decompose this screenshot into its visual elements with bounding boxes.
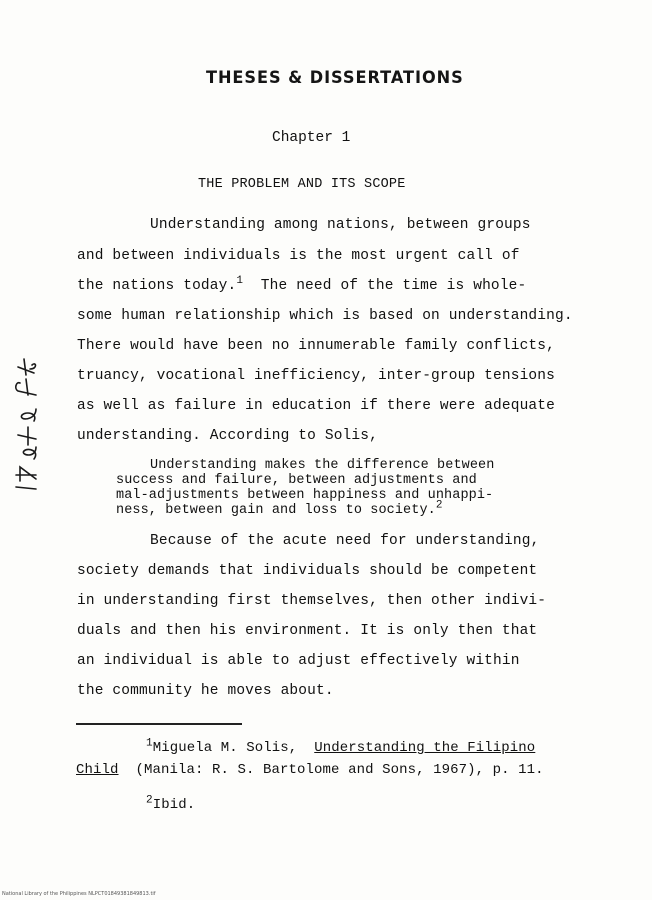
footnote-book-title: Child <box>76 762 119 778</box>
body-line <box>77 275 527 294</box>
body-line: truancy, vocational inefficiency, inter-group tensions <box>77 368 555 384</box>
footnote-ibid: Ibid. <box>152 797 196 813</box>
chapter-heading: Chapter 1 <box>272 130 351 146</box>
body-line-text: The need of the time is whole- <box>260 278 527 294</box>
handwritten-margin-note <box>6 355 46 495</box>
body-line: some human relationship which is based on understanding. <box>77 308 573 324</box>
body-line: duals and then his environment. It is only then that <box>77 623 538 639</box>
footnote-book-title: Understanding the Filipino <box>314 740 536 756</box>
quote-line: success and failure, between adjustments and <box>116 473 477 488</box>
footnote-1-line-2 <box>76 762 544 778</box>
footnote-publication: (Manila: R. S. Bartolome and Sons, 1967), p. 11. <box>135 762 544 778</box>
quote-line: Understanding makes the difference between <box>150 458 495 473</box>
body-line: Understanding among nations, between groups <box>150 217 531 233</box>
body-line: understanding. According to Solis, <box>77 428 378 444</box>
chapter-title: THE PROBLEM AND ITS SCOPE <box>198 177 406 192</box>
body-line-text: the nations today. <box>77 278 237 294</box>
footnote-number: 1 <box>146 737 153 750</box>
footnote-divider <box>76 723 242 725</box>
footnote-author: Miguela M. Solis, <box>152 740 298 756</box>
footnote-number: 2 <box>146 794 153 807</box>
footnote-1-line-1 <box>146 737 536 756</box>
body-line: in understanding first themselves, then other indivi- <box>77 593 547 609</box>
quote-line <box>116 499 443 518</box>
body-line: the community he moves about. <box>77 683 334 699</box>
quote-line: mal-adjustments between happiness and unhappi- <box>116 488 494 503</box>
body-line: There would have been no innumerable family conflicts, <box>77 338 555 354</box>
scan-footer: National Library of the Philippines NLPCT01849381849813.tif <box>2 891 156 897</box>
footnote-2 <box>146 794 196 813</box>
footnote-ref: 1 <box>236 275 244 288</box>
theses-dissertations-stamp: THESES & DISSERTATIONS <box>206 68 464 88</box>
body-line: and between individuals is the most urgent call of <box>77 248 520 264</box>
body-line: Because of the acute need for understanding, <box>150 533 540 549</box>
body-line: an individual is able to adjust effectively within <box>77 653 520 669</box>
quote-line-text: ness, between gain and loss to society. <box>116 503 436 518</box>
body-line: society demands that individuals should be competent <box>77 563 538 579</box>
body-line: as well as failure in education if there were adequate <box>77 398 555 414</box>
footnote-ref: 2 <box>435 499 443 512</box>
